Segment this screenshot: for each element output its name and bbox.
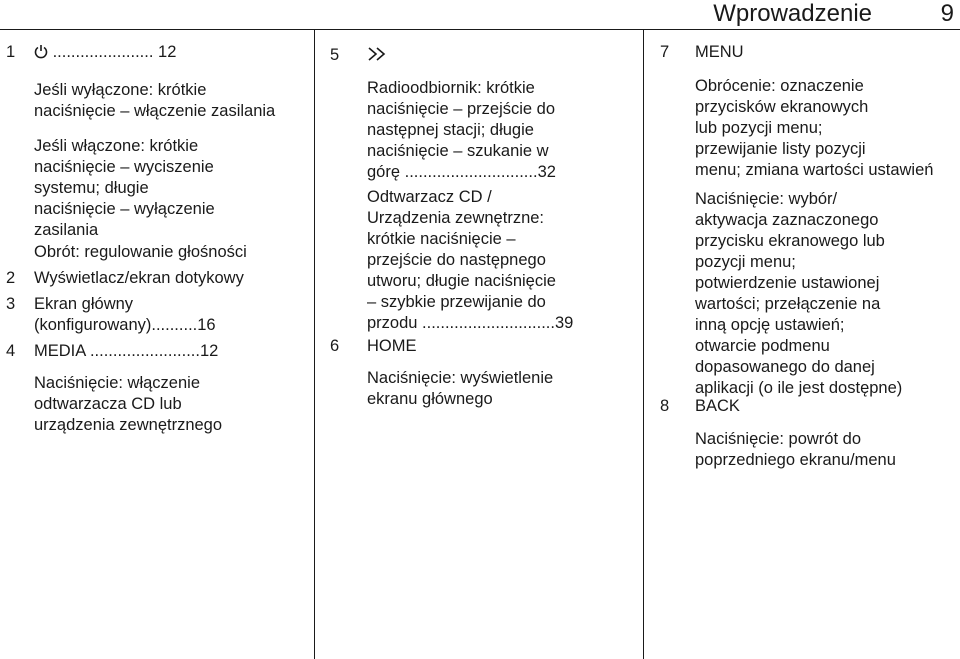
desc-line: przycisku ekranowego lub [695, 232, 885, 250]
item-number: 3 [6, 295, 16, 313]
item-label: BACK [695, 397, 740, 415]
item8-desc [695, 429, 896, 471]
desc-line: Naciśnięcie: wybór/ [695, 190, 838, 208]
item-number: 5 [330, 46, 340, 64]
desc-line: pozycji menu; [695, 253, 796, 271]
item-label: Ekran główny [34, 295, 134, 313]
desc-line: Radioodbiornik: krótkie [367, 79, 535, 97]
item-power [34, 42, 304, 63]
desc-line: następnej stacji; długie [367, 121, 534, 139]
desc-line: górę [367, 163, 401, 181]
desc-line: Obrócenie: oznaczenie [695, 77, 864, 95]
desc-line: – szybkie przewijanie do [367, 293, 546, 311]
desc-line: Obrót: regulowanie głośności [34, 243, 247, 261]
item-number: 1 [6, 43, 16, 61]
power-icon [34, 43, 48, 61]
item-label: (konfigurowany) [34, 316, 152, 334]
desc-line: Jeśli wyłączone: krótkie [34, 81, 207, 99]
item1-desc-off [34, 80, 275, 122]
page-ref: 39 [554, 314, 574, 332]
item5-desc-cd [367, 187, 637, 334]
item-label: MENU [695, 43, 744, 61]
desc-line: aplikacji (o ile jest dostępne) [695, 379, 903, 397]
item7-desc-press [695, 189, 960, 399]
desc-line: zasilania [34, 221, 99, 239]
item-number: 8 [660, 397, 670, 415]
page-ref: 32 [537, 163, 556, 181]
column-divider [314, 30, 315, 659]
item-media [34, 341, 304, 362]
desc-line: naciśnięcie – wyciszenie [34, 158, 214, 176]
page-ref: 16 [197, 316, 216, 334]
desc-line: inną opcję ustawień; [695, 316, 845, 334]
item-home [367, 336, 417, 357]
desc-line: Naciśnięcie: powrót do [695, 430, 861, 448]
column-1 [0, 30, 310, 659]
fast-forward-icon [367, 46, 387, 64]
desc-line: Naciśnięcie: wyświetlenie [367, 369, 554, 387]
item5-desc-radio [367, 78, 637, 183]
desc-line: Naciśnięcie: włączenie [34, 374, 200, 392]
item1-desc-on [34, 136, 215, 241]
desc-line: krótkie naciśnięcie – [367, 230, 516, 248]
desc-line: urządzenia zewnętrznego [34, 416, 223, 434]
page-number: 9 [940, 0, 954, 27]
item-label: Wyświetlacz/ekran dotykowy [34, 269, 244, 287]
desc-line: utworu; długie naciśnięcie [367, 272, 556, 290]
desc-line: potwierdzenie ustawionej [695, 274, 880, 292]
desc-line: ekranu głównego [367, 390, 493, 408]
leader-dots: ........................ [85, 342, 200, 360]
leader-dots: ...................... [48, 43, 159, 61]
column-2 [318, 30, 640, 659]
desc-line: lub pozycji menu; [695, 119, 823, 137]
desc-line: odtwarzacza CD lub [34, 395, 182, 413]
item-label: MEDIA [34, 342, 86, 360]
desc-line: naciśnięcie – włączenie zasilania [34, 102, 276, 120]
leader-dots: ............................. [400, 163, 538, 181]
column-divider [643, 30, 644, 659]
item-home-screen [34, 294, 304, 336]
desc-line: naciśnięcie – szukanie w [367, 142, 549, 160]
item-number: 2 [6, 269, 16, 287]
item-label: HOME [367, 337, 417, 355]
desc-line: otwarcie podmenu [695, 337, 830, 355]
item6-desc [367, 368, 553, 410]
item-menu [695, 42, 744, 63]
leader-dots: ............................. [417, 314, 555, 332]
desc-line: menu; zmiana wartości ustawień [695, 161, 934, 179]
page-ref: 12 [158, 43, 177, 61]
desc-line: Jeśli włączone: krótkie [34, 137, 199, 155]
item1-desc-rotate [34, 242, 247, 263]
item7-desc-rotate [695, 76, 960, 181]
item-next [367, 45, 387, 66]
desc-line: dopasowanego do danej [695, 358, 875, 376]
desc-line: Urządzenia zewnętrzne: [367, 209, 545, 227]
desc-line: przejście do następnego [367, 251, 546, 269]
page-header [0, 0, 960, 30]
item-number: 7 [660, 43, 670, 61]
desc-line: przewijanie listy pozycji [695, 140, 866, 158]
desc-line: naciśnięcie – przejście do [367, 100, 556, 118]
page-ref: 12 [199, 342, 219, 360]
desc-line: wartości; przełączenie na [695, 295, 881, 313]
desc-line: Odtwarzacz CD / [367, 188, 492, 206]
desc-line: naciśnięcie – wyłączenie [34, 200, 215, 218]
desc-line: poprzedniego ekranu/menu [695, 451, 896, 469]
desc-line: systemu; długie [34, 179, 149, 197]
desc-line: przycisków ekranowych [695, 98, 869, 116]
leader-dots: .......... [151, 316, 198, 334]
item-display [34, 268, 244, 289]
item4-desc [34, 373, 222, 436]
item-number: 4 [6, 342, 16, 360]
desc-line: aktywacja zaznaczonego [695, 211, 879, 229]
item-back [695, 396, 740, 417]
section-title: Wprowadzenie [713, 0, 872, 27]
desc-line: przodu [367, 314, 418, 332]
item-number: 6 [330, 337, 340, 355]
column-3 [648, 30, 960, 659]
